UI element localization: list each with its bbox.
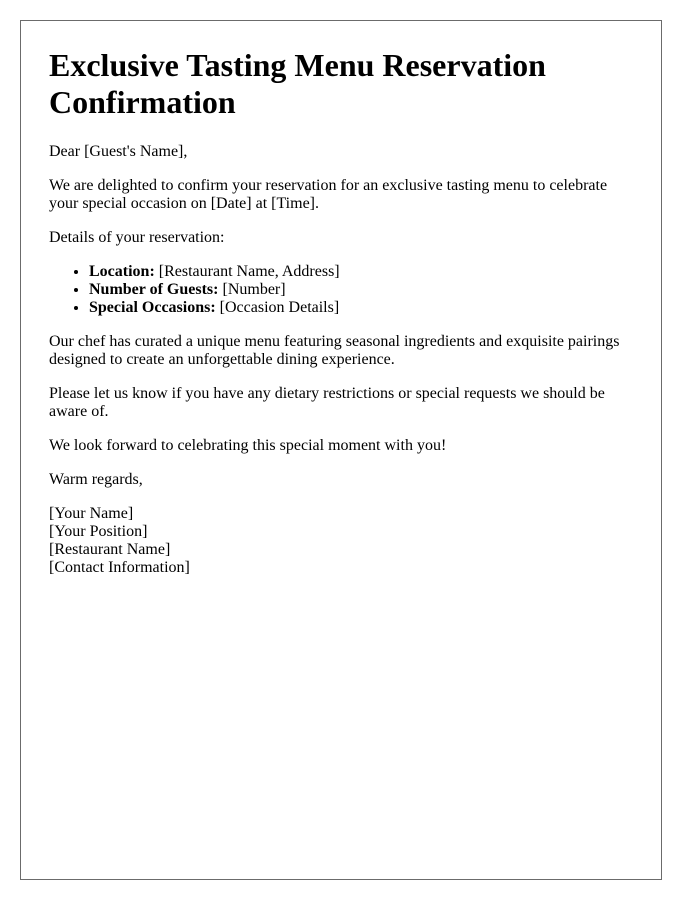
dietary-paragraph: Please let us know if you have any dietary restrictions or special requests we should be aware of. bbox=[49, 385, 605, 420]
signature-restaurant: [Restaurant Name] bbox=[49, 541, 171, 558]
detail-label: Location: bbox=[89, 263, 155, 280]
detail-item-guests bbox=[89, 281, 633, 299]
detail-value: [Occasion Details] bbox=[219, 299, 340, 316]
details-heading: Details of your reservation: bbox=[49, 229, 225, 246]
signature-block bbox=[49, 505, 633, 577]
detail-label: Special Occasions: bbox=[89, 299, 216, 316]
detail-value: [Number] bbox=[222, 281, 286, 298]
salutation: Dear [Guest's Name], bbox=[49, 143, 188, 160]
reservation-details-list bbox=[49, 263, 633, 317]
intro-paragraph: We are delighted to confirm your reservation for an exclusive tasting menu to celebrate your special occasion on [Date] at [Time]. bbox=[49, 177, 608, 212]
sign-off: Warm regards, bbox=[49, 471, 143, 488]
signature-contact: [Contact Information] bbox=[49, 559, 190, 576]
detail-value: [Restaurant Name, Address] bbox=[158, 263, 340, 280]
signature-position: [Your Position] bbox=[49, 523, 148, 540]
letter-title: Exclusive Tasting Menu Reservation Confirmation bbox=[49, 47, 546, 120]
chef-paragraph: Our chef has curated a unique menu featuring seasonal ingredients and exquisite pairings designed to create an unforgettable dining experience. bbox=[49, 333, 620, 368]
detail-item-occasions bbox=[89, 299, 633, 317]
detail-label: Number of Guests: bbox=[89, 281, 219, 298]
closing-paragraph: We look forward to celebrating this special moment with you! bbox=[49, 437, 447, 454]
detail-item-location bbox=[89, 263, 633, 281]
letter-container bbox=[20, 20, 662, 880]
signature-name: [Your Name] bbox=[49, 505, 134, 522]
